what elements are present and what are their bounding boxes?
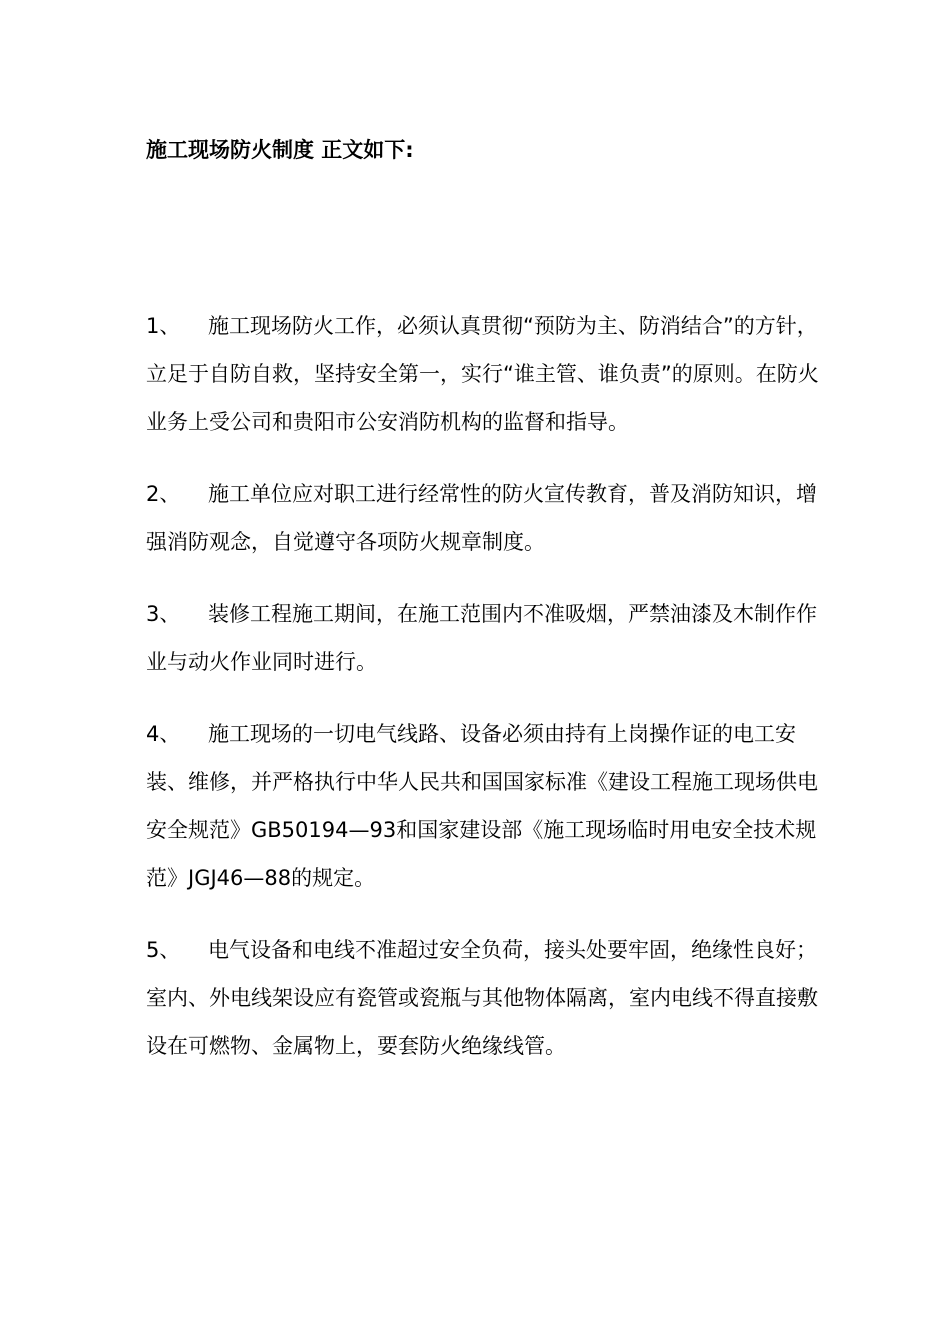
document-body (146, 302, 836, 1094)
clause-3 (146, 590, 836, 686)
clause-text: 施工现场的一切电气线路、设备必须由持有上岗操作证的电工安装、维修，并严格执行中华人民共和国国家标准《建设工程施工现场供电安全规范》GB50194—93和国家建设部《施工现场临时用电安全技术规范》JGJ46—88的规定。 (146, 722, 818, 890)
clause-number: 4、 (146, 722, 181, 746)
clause-5 (146, 926, 836, 1070)
clause-number: 3、 (146, 602, 181, 626)
clause-number: 2、 (146, 482, 181, 506)
clause-4 (146, 710, 836, 902)
clause-text: 电气设备和电线不准超过安全负荷，接头处要牢固，绝缘性良好；室内、外电线架设应有瓷管或瓷瓶与其他物体隔离，室内电线不得直接敷设在可燃物、金属物上，要套防火绝缘线管。 (146, 938, 818, 1058)
clause-text: 施工单位应对职工进行经常性的防火宣传教育，普及消防知识，增强消防观念，自觉遵守各项防火规章制度。 (146, 482, 817, 554)
clause-2 (146, 470, 836, 566)
clause-1 (146, 302, 836, 446)
clause-number: 1、 (146, 314, 181, 338)
clause-text: 施工现场防火工作，必须认真贯彻“预防为主、防消结合”的方针，立足于自防自救，坚持安全第一，实行“谁主管、谁负责”的原则。在防火业务上受公司和贵阳市公安消防机构的监督和指导。 (146, 314, 819, 434)
clause-number: 5、 (146, 938, 181, 962)
document-title: 施工现场防火制度 正文如下: (146, 138, 414, 162)
clause-text: 装修工程施工期间，在施工范围内不准吸烟，严禁油漆及木制作作业与动火作业同时进行。 (146, 602, 817, 674)
